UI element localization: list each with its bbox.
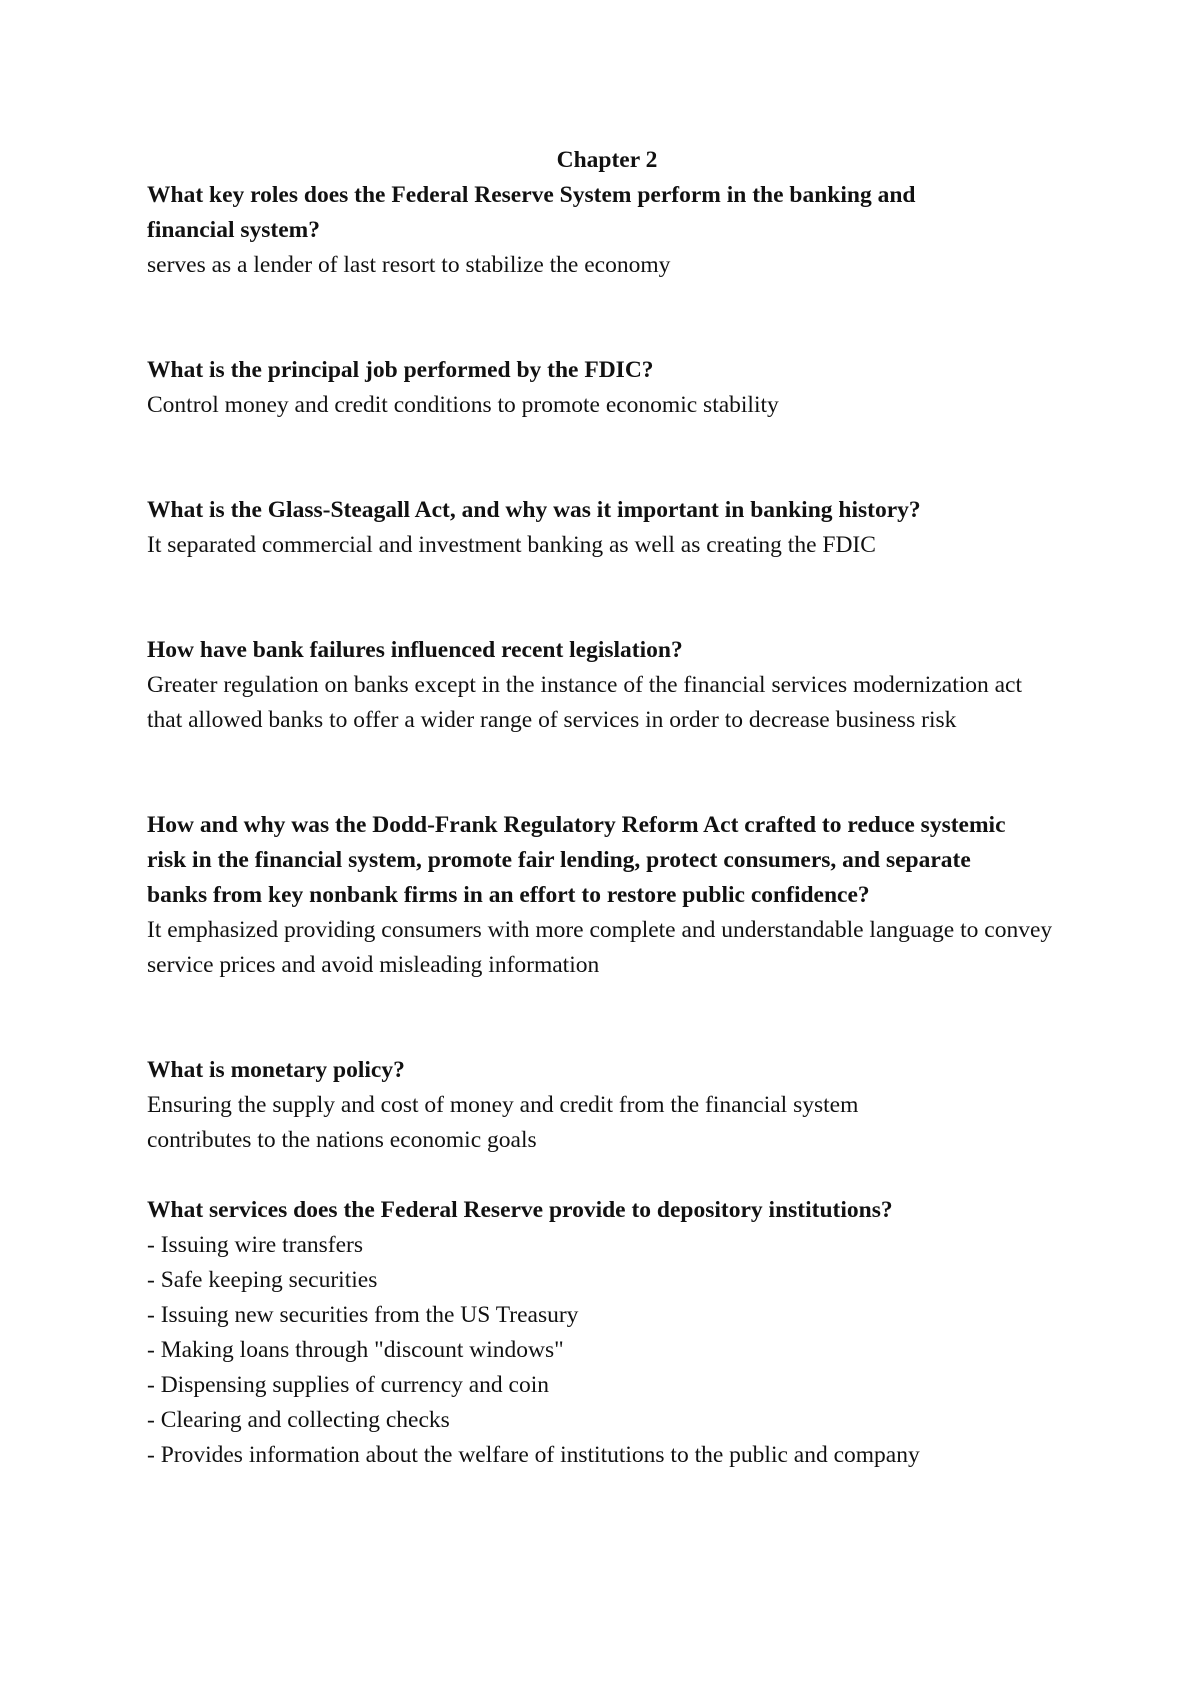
qa-item-3 (147, 493, 1087, 563)
qa-item-7 (147, 1193, 1087, 1473)
spacer (147, 563, 1087, 633)
spacer (147, 983, 1087, 1053)
question-6: What is monetary policy? (147, 1057, 405, 1083)
qa-item-2 (147, 353, 1087, 423)
qa-item-6 (147, 1053, 1087, 1158)
answer-1: serves as a lender of last resort to stabilize the economy (147, 252, 671, 278)
list-item: - Clearing and collecting checks (147, 1407, 450, 1433)
list-item: - Dispensing supplies of currency and coin (147, 1372, 550, 1398)
list-item: - Provides information about the welfare of institutions to the public and company (147, 1442, 920, 1468)
question-1: What key roles does the Federal Reserve System perform in the banking and financial system? (147, 182, 916, 243)
document-content (147, 143, 1087, 1473)
question-7: What services does the Federal Reserve provide to depository institutions? (147, 1197, 893, 1223)
list-item: - Making loans through "discount windows" (147, 1337, 564, 1363)
question-2: What is the principal job performed by the FDIC? (147, 357, 654, 383)
spacer (147, 738, 1087, 808)
list-item: - Safe keeping securities (147, 1267, 378, 1293)
list-item: - Issuing wire transfers (147, 1232, 364, 1258)
answer-3: It separated commercial and investment banking as well as creating the FDIC (147, 532, 876, 558)
answer-6: Ensuring the supply and cost of money and credit from the financial system contributes to the nations economic goals (147, 1092, 859, 1153)
answer-4: Greater regulation on banks except in the instance of the financial services modernization act that allowed banks to offer a wider range of services in order to decrease business risk (147, 672, 1023, 733)
question-5: How and why was the Dodd-Frank Regulatory Reform Act crafted to reduce systemic risk in the financial system, promote fair lending, protect consumers, and separate banks from key nonbank firms in an effort to restore public confidence? (147, 812, 1006, 908)
answer-2: Control money and credit conditions to promote economic stability (147, 392, 779, 418)
question-3: What is the Glass-Steagall Act, and why was it important in banking history? (147, 497, 921, 523)
question-4: How have bank failures influenced recent legislation? (147, 637, 683, 663)
services-list (147, 1228, 1087, 1473)
spacer (147, 283, 1087, 353)
spacer (147, 423, 1087, 493)
spacer (147, 1158, 1087, 1193)
answer-5: It emphasized providing consumers with more complete and understandable language to convey service prices and avoid misleading information (147, 917, 1053, 978)
list-item: - Issuing new securities from the US Treasury (147, 1302, 579, 1328)
qa-item-1 (147, 178, 1087, 283)
chapter-title: Chapter 2 (556, 147, 658, 173)
qa-item-4 (147, 633, 1087, 738)
qa-item-5 (147, 808, 1087, 983)
